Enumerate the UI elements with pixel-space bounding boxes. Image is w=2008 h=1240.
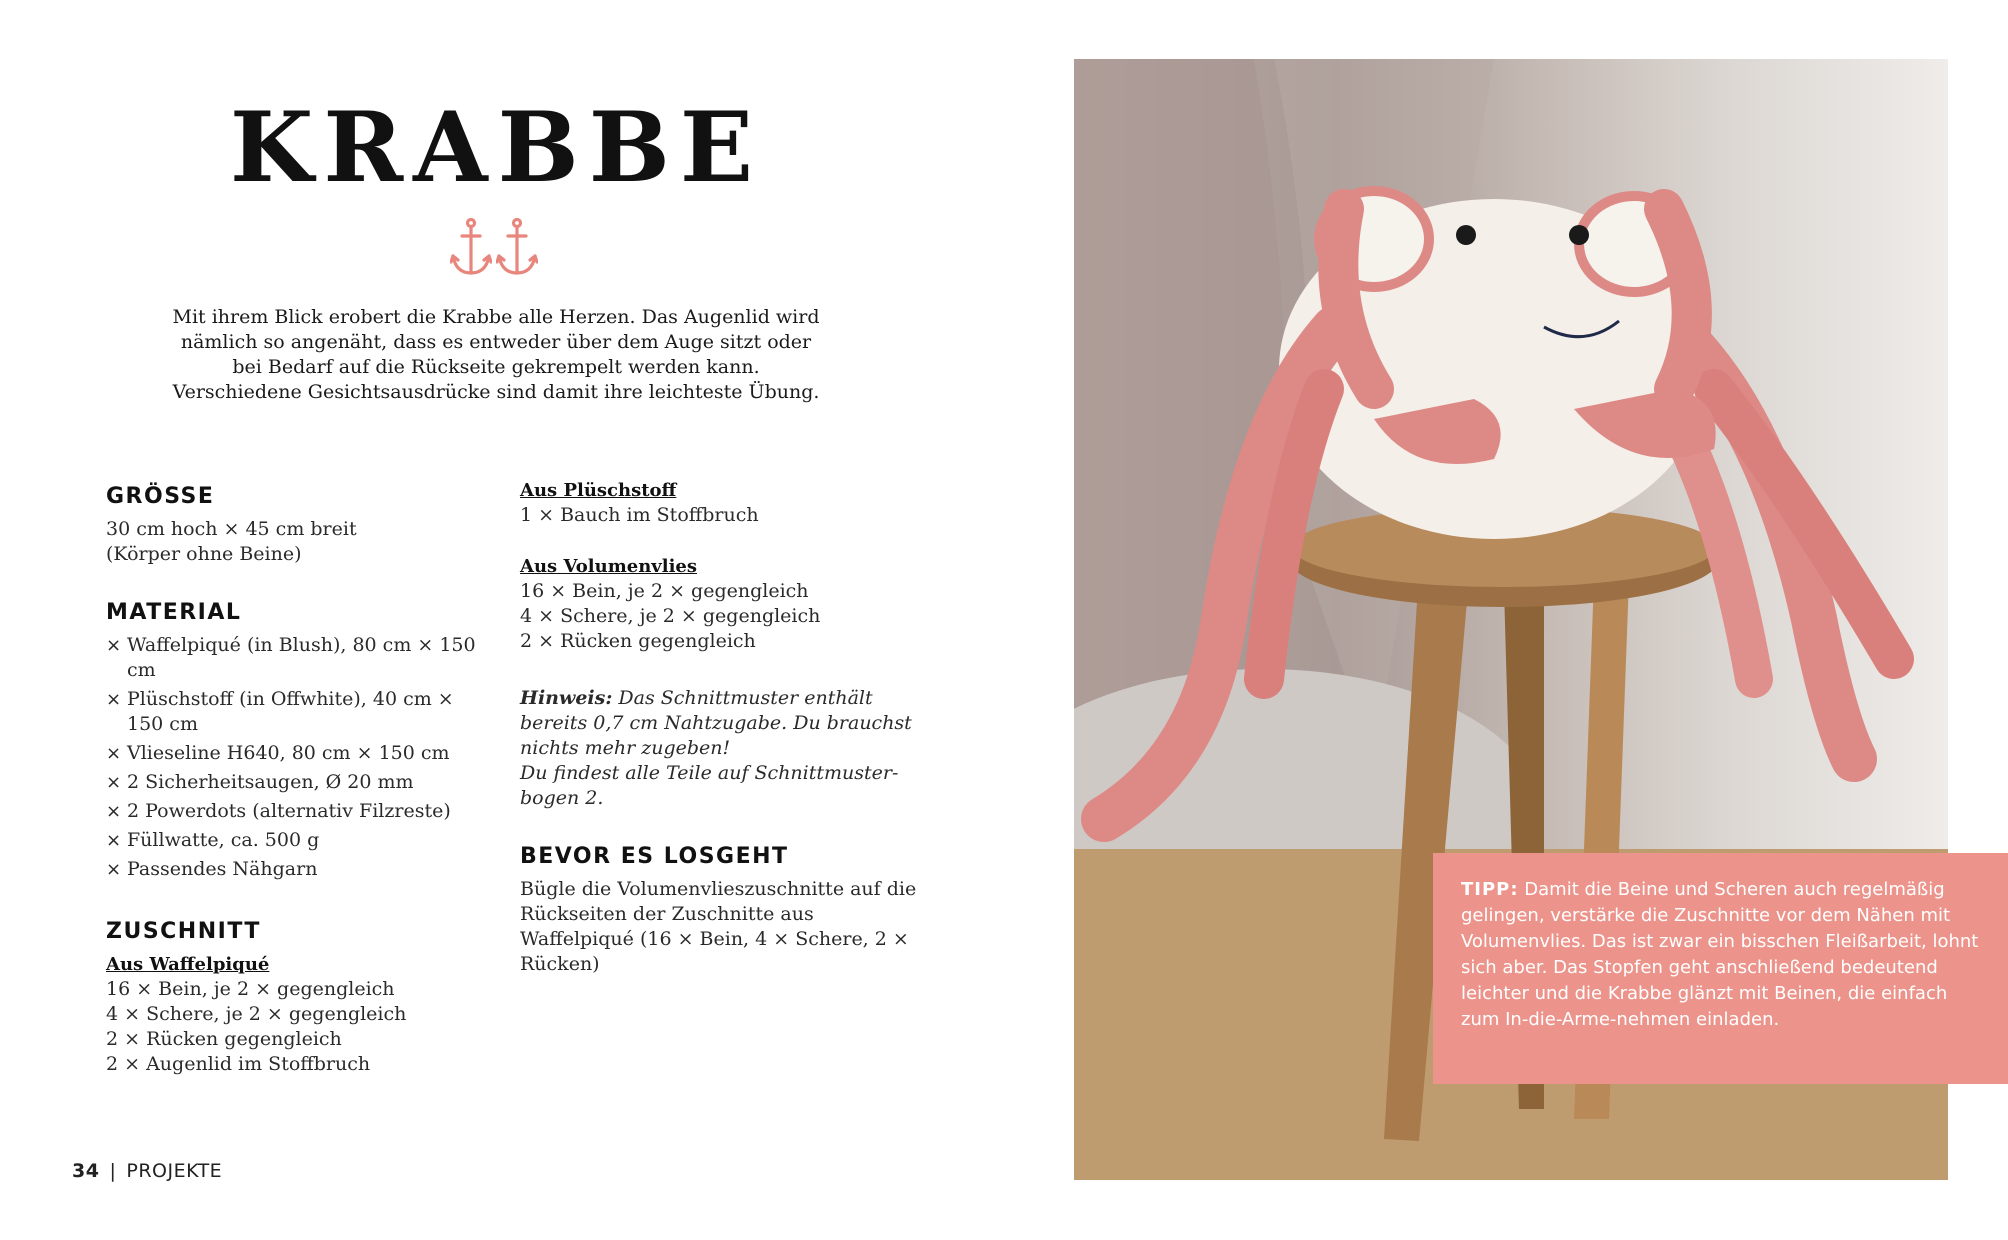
left-column: [106, 483, 486, 1077]
hinweis-note: Hinweis: Das Schnittmuster enthält bereits 0,7 cm Nahtzugabe. Du brauchst nichts mehr zugeben!: [520, 687, 912, 759]
tipp-text: Damit die Beine und Scheren auch regelmäßig gelingen, verstärke die Zuschnitte vor dem Nähen mit Volumenvlies. Das ist zwar ein bisschen Fleißarbeit, lohnt sich aber. Das Stopfen geht anschließend bedeutend leichter und die Krabbe glänzt mit Beinen, die einfach zum In-die-Arme-nehmen einladen.: [1461, 879, 1979, 1030]
cut-line: 4 × Schere, je 2 × gegengleich: [520, 605, 821, 627]
material-list: [106, 633, 486, 882]
material-heading: MATERIAL: [106, 600, 242, 625]
cut-line: 2 × Rücken gegengleich: [106, 1028, 342, 1050]
hinweis-label: Hinweis:: [520, 687, 613, 709]
cut-line: 1 × Bauch im Stoffbruch: [520, 504, 759, 526]
cut-line: 4 × Schere, je 2 × gegengleich: [106, 1003, 407, 1025]
page-title: KRABBE: [229, 91, 764, 204]
bevor-heading: BEVOR ES LOSGEHT: [520, 844, 789, 869]
waffel-label: Aus Waffelpiqué: [106, 954, 270, 975]
bevor-text: Bügle die Volumenvlieszuschnitte auf die Rückseiten der Zuschnitte aus Waffelpiqué (16 × Bein, 4 × Schere, 2 × Rücken): [520, 878, 917, 975]
pluesch-label: Aus Plüschstoff: [520, 480, 677, 501]
bullet: ×: [106, 859, 122, 880]
hinweis-note-2: Du findest alle Teile auf Schnittmusterbogen 2.: [520, 762, 899, 809]
anchor-decoration: [450, 218, 542, 282]
list-item: × Füllwatte, ca. 500 g: [106, 829, 320, 851]
groesse-heading: GRÖSSE: [106, 484, 215, 509]
footer-separator: |: [109, 1160, 117, 1182]
list-item: × Waffelpiqué (in Blush), 80 cm × 150 cm: [106, 634, 476, 681]
cut-line: 2 × Augenlid im Stoffbruch: [106, 1053, 371, 1075]
list-item: × Passendes Nähgarn: [106, 858, 318, 880]
list-item: × Plüschstoff (in Offwhite), 40 cm × 150 cm: [106, 688, 454, 735]
section-name: PROJEKTE: [126, 1160, 223, 1182]
anchor-icon: [496, 218, 538, 278]
bullet: ×: [106, 743, 122, 764]
anchor-icon: [450, 218, 492, 278]
page-number: 34: [72, 1160, 100, 1182]
bullet: ×: [106, 801, 122, 822]
list-item: × 2 Powerdots (alternativ Filzreste): [106, 800, 451, 822]
bullet: ×: [106, 830, 122, 851]
zuschnitt-heading: ZUSCHNITT: [106, 919, 261, 944]
groesse-line: (Körper ohne Beine): [106, 543, 302, 565]
vlies-label: Aus Volumenvlies: [520, 556, 698, 577]
tipp-box: [1433, 853, 2008, 1084]
cut-line: 2 × Rücken gegengleich: [520, 630, 756, 652]
cut-line: 16 × Bein, je 2 × gegengleich: [520, 580, 809, 602]
list-item: × Vlieseline H640, 80 cm × 150 cm: [106, 742, 450, 764]
tipp-label: TIPP:: [1461, 879, 1519, 900]
groesse-line: 30 cm hoch × 45 cm breit: [106, 518, 357, 540]
right-column: [520, 478, 920, 977]
cut-line: 16 × Bein, je 2 × gegengleich: [106, 978, 395, 1000]
intro-text: Mit ihrem Blick erobert die Krabbe alle Herzen. Das Augenlid wird nämlich so angenäht, dass es entweder über dem Auge sitzt oder bei Bedarf auf die Rückseite gekrempelt werden kann. Verschiedene Gesichtsausdrücke sind damit ihre leichteste Übung.: [172, 306, 820, 403]
bullet: ×: [106, 635, 122, 656]
list-item: × 2 Sicherheitsaugen, Ø 20 mm: [106, 771, 414, 793]
bullet: ×: [106, 689, 122, 710]
page-footer: [72, 1160, 222, 1182]
bullet: ×: [106, 772, 122, 793]
